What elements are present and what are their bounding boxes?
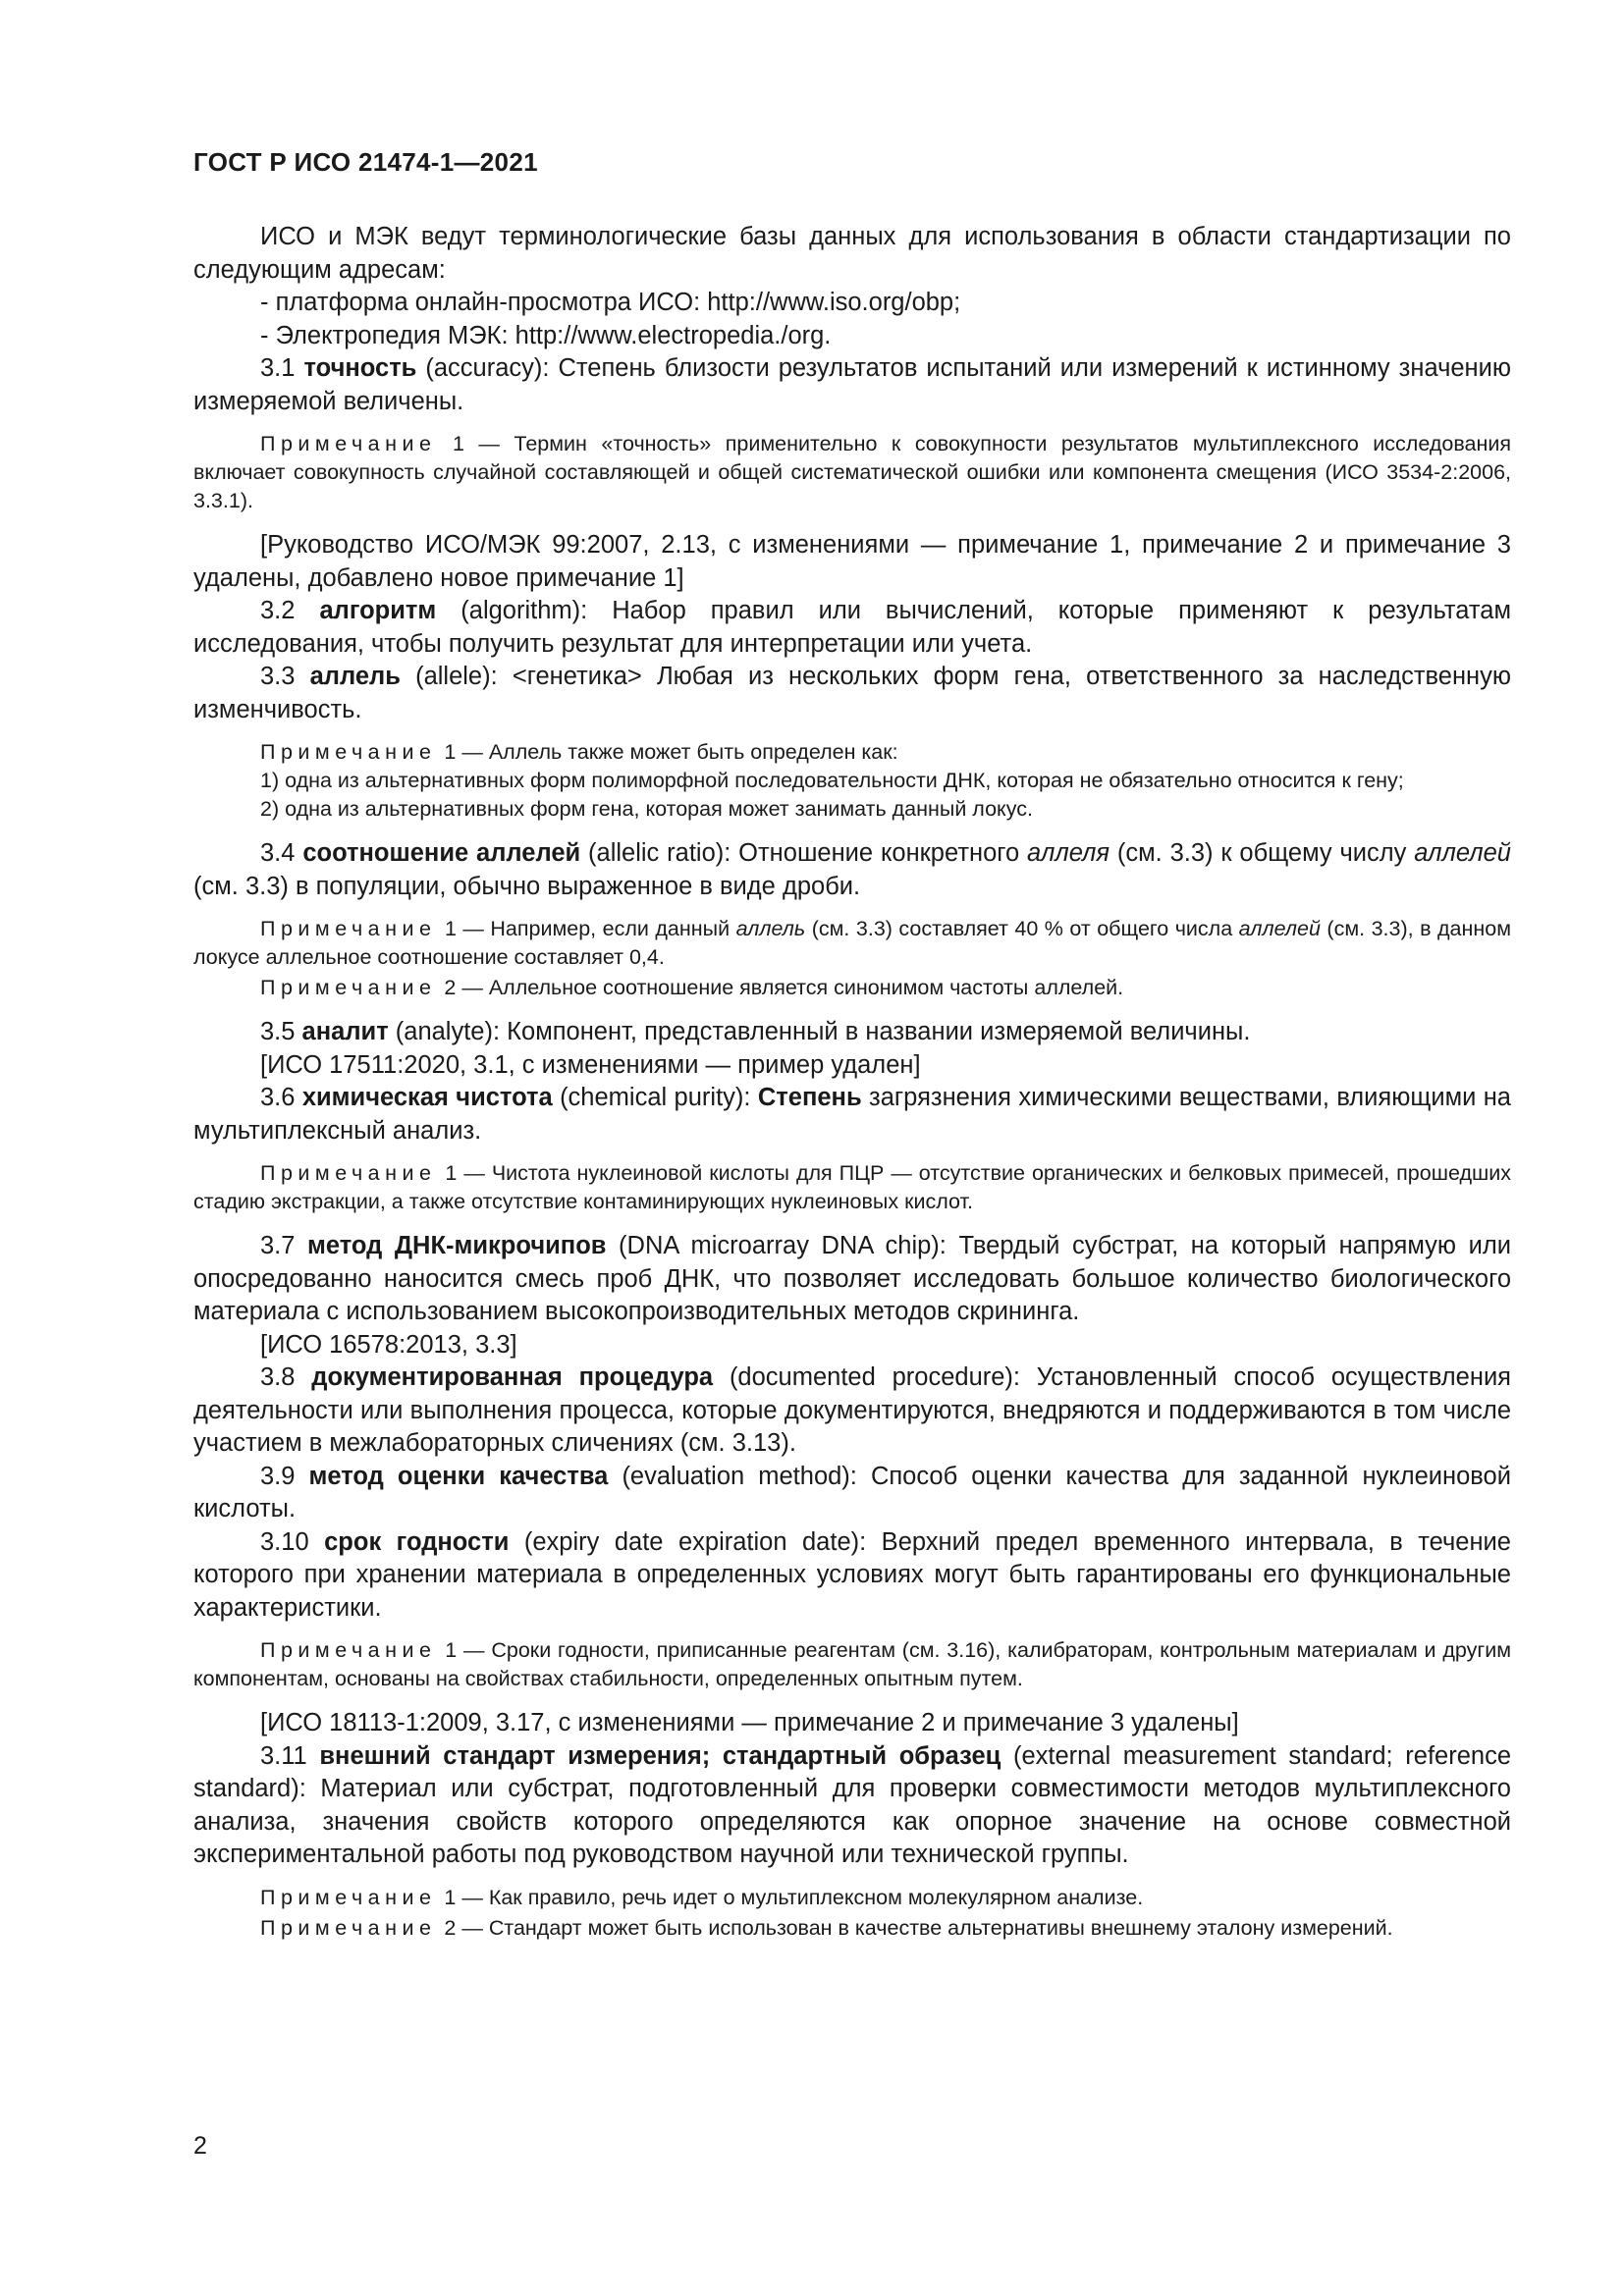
- note-3-3-item-2: 2) одна из альтернативных форм гена, которая может занимать данный локус.: [260, 797, 1033, 821]
- note-3-4-1: Примечание 1 — Например, если данный аллель (см. 3.3) составляет 40 % от общего числа аллелей (см. 3.3), в данном локусе аллельное соотношение составляет 0,4.: [193, 917, 1511, 969]
- document-body: [193, 221, 1511, 1956]
- term-3-4-title: соотношение аллелей: [302, 839, 581, 867]
- term-3-6-title: химическая чистота: [301, 1084, 553, 1111]
- note-3-3: Примечание 1 — Аллель также может быть определен как:: [260, 740, 898, 764]
- term-3-10: 3.10 срок годности (expiry date expiration date): Верхний предел временного интервала, в течение которого при хранении материала в определенных условиях могут быть гарантированы его функциональные характеристики.: [193, 1527, 1511, 1622]
- term-3-1: 3.1 точность (accuracy): Степень близости результатов испытаний или измерений к истинному значению измеряемой величены.: [193, 354, 1511, 415]
- term-3-6: 3.6 химическая чистота (chemical purity): Степень загрязнения химическими веществами, влияющими на мультиплексный анализ.: [193, 1084, 1511, 1145]
- document-header: ГОСТ Р ИСО 21474-1—2021: [193, 147, 538, 177]
- term-3-11-title: внешний стандарт измерения; стандартный образец: [319, 1741, 1001, 1770]
- term-3-1-title: точность: [303, 354, 417, 382]
- source-3-7: [ИСО 16578:2013, 3.3]: [260, 1330, 517, 1359]
- bullet-electropedia: - Электропедия МЭК: http://www.electropedia./org.: [260, 321, 832, 349]
- term-3-7: 3.7 метод ДНК-микрочипов (DNA microarray DNA chip): Твердый субстрат, на который напрямую или опосредованно наносится смесь проб ДНК, что позволяет исследовать большое количество биологического материала с использованием высокопроизводительных методов скрининга.: [193, 1232, 1511, 1325]
- term-3-10-title: срок годности: [324, 1527, 510, 1556]
- bullet-iso-obp: - платформа онлайн-просмотра ИСО: http://www.iso.org/obp;: [260, 289, 961, 316]
- term-3-5: 3.5 аналит (analyte): Компонент, представленный в названии измеряемой величины.: [260, 1018, 1251, 1045]
- term-3-11: 3.11 внешний стандарт измерения; стандартный образец (external measurement standard; reference standard): Материал или субстрат, подготовленный для проверки совместимости методов мультиплексного анализа, значения свойств которого определяются как опорное значение на основе совместной экспериментальной работы под руководством научной или технической группы.: [193, 1741, 1512, 1868]
- intro-paragraph: ИСО и МЭК ведут терминологические базы данных для использования в области стандартизации по следующим адресам:: [193, 223, 1511, 284]
- note-3-1: Примечание 1 — Термин «точность» применительно к совокупности результатов мультиплексного исследования включает совокупность случайной составляющей и общей систематической ошибки или компонента смещения (ИСО 3534-2:2006, 3.3.1).: [193, 432, 1511, 512]
- term-3-9-title: метод оценки качества: [308, 1462, 609, 1490]
- term-3-8: 3.8 документированная процедура (documented procedure): Установленный способ осуществления деятельности или выполнения процесса, которые документируются, внедряются и поддерживаются в том числе участием в межлабораторных сличениях (см. 3.13).: [193, 1363, 1511, 1457]
- source-3-1: [Руководство ИСО/МЭК 99:2007, 2.13, с изменениями — примечание 1, примечание 2 и примечание 3 удалены, добавлено новое примечание 1]: [193, 531, 1511, 592]
- source-3-5: [ИСО 17511:2020, 3.1, с изменениями — пример удален]: [260, 1050, 921, 1079]
- term-3-2-title: алгоритм: [319, 597, 437, 624]
- note-3-3-item-1: 1) одна из альтернативных форм полиморфной последовательности ДНК, которая не обязательно относится к гену;: [260, 769, 1404, 792]
- term-3-8-title: документированная процедура: [311, 1363, 714, 1391]
- term-3-5-title: аналит: [301, 1018, 389, 1045]
- term-3-7-title: метод ДНК-микрочипов: [307, 1232, 607, 1259]
- term-3-3-title: аллель: [309, 663, 401, 690]
- term-3-2: 3.2 алгоритм (algorithm): Набор правил или вычислений, которые применяют к результатам исследования, чтобы получить результат для интерпретации или учета.: [193, 597, 1511, 658]
- page-number: 2: [193, 2132, 207, 2160]
- note-3-4-2: Примечание 2 — Аллельное соотношение является синонимом частоты аллелей.: [260, 976, 1124, 999]
- note-3-6: Примечание 1 — Чистота нуклеиновой кислоты для ПЦР — отсутствие органических и белковых примесей, прошедших стадию экстракции, а также отсутствие контаминирующих нуклеиновых кислот.: [193, 1161, 1511, 1213]
- term-3-3: 3.3 аллель (allele): <генетика> Любая из нескольких форм гена, ответственного за наследственную изменчивость.: [193, 663, 1511, 723]
- term-3-4: 3.4 соотношение аллелей (allelic ratio): Отношение конкретного аллеля (см. 3.3) к общему числу аллелей (см. 3.3) в популяции, обычно выраженное в виде дроби.: [193, 839, 1511, 900]
- note-3-11-1: Примечание 1 — Как правило, речь идет о мультиплексном молекулярном анализе.: [260, 1885, 1144, 1909]
- source-3-10: [ИСО 18113-1:2009, 3.17, с изменениями — примечание 2 и примечание 3 удалены]: [260, 1709, 1239, 1736]
- note-3-11-2: Примечание 2 — Стандарт может быть использован в качестве альтернативы внешнему эталону измерений.: [260, 1915, 1393, 1940]
- term-3-9: 3.9 метод оценки качества (evaluation method): Способ оценки качества для заданной нуклеиновой кислоты.: [193, 1462, 1511, 1522]
- note-3-10: Примечание 1 — Сроки годности, приписанные реагентам (см. 3.16), калибраторам, контрольным материалам и другим компонентам, основаны на свойствах стабильности, определенных опытным путем.: [193, 1638, 1511, 1690]
